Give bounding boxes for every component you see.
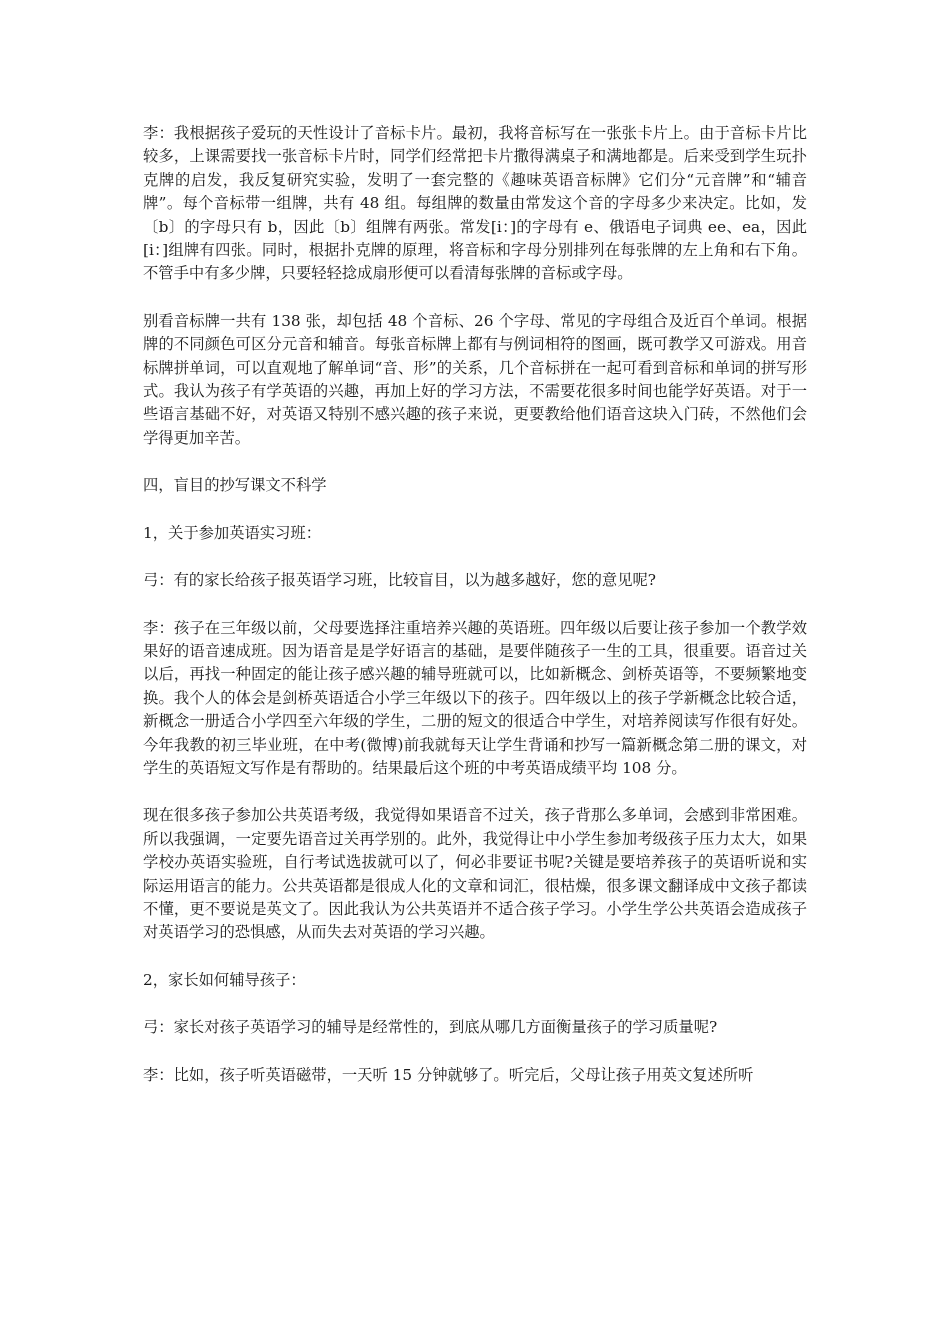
subheading-english-class: 1，关于参加英语实习班： [143,523,321,542]
paragraph-question-tutoring: 弓：家长对孩子英语学习的辅导是经常性的，到底从哪几方面衡量孩子的学习质量呢? [143,1018,718,1037]
paragraph-answer-class: 李：孩子在三年级以前，父母要选择注重培养兴趣的英语班。四年级以后要让孩子参加一个教学效果好的语音速成班。因为语音是是学好语言的基础，是要伴随孩子一生的工具，很重要。语音过关以后，再找一种固定的能让孩子感兴趣的辅导班就可以，比如新概念、剑桥英语等，不要频繁地变换。我个人的体会是剑桥英语适合小学三年级以下的孩子。四年级以上的孩子学新概念比较合适，新概念一册适合小学四至六年级的学生，二册的短文的很适合中学生，对培养阅读写作很有好处。今年我教的初三毕业班，在中考(微博)前我就每天让学生背诵和抄写一篇新概念第二册的课文，对学生的英语短文写作是有帮助的。结果最后这个班的中考英语成绩平均 108 分。 [143,618,807,777]
paragraph-phonetic-cards: 李：我根据孩子爱玩的天性设计了音标卡片。最初，我将音标写在一张张卡片上。由于音标卡片比较多，上课需要找一张音标卡片时，同学们经常把卡片撒得满桌子和满地都是。后来受到学生玩扑克牌的启发，我反复研究实验，发明了一套完整的《趣味英语音标牌》它们分“元音牌”和“辅音牌”。每个音标带一组牌，共有 48 组。每组牌的数量由常发这个音的字母多少来决定。比如，发〔b〕的字母只有 b，因此〔b〕组牌有两张。常发[i：]的字母有 e、俄语电子词典 ee、ea，因此[i：]组牌有四张。同时，根据扑克牌的原理，将音标和字母分别排列在每张牌的左上角和右下角。不管手中有多少牌，只要轻轻捻成扇形便可以看清每张牌的音标或字母。 [143,124,807,283]
paragraph-question-class: 弓：有的家长给孩子报英语学习班，比较盲目，以为越多越好，您的意见呢? [143,571,657,590]
subheading-parent-tutoring: 2，家长如何辅导孩子： [143,970,306,989]
section-heading-four: 四，盲目的抄写课文不科学 [143,476,327,495]
paragraph-card-count: 别看音标牌一共有 138 张，却包括 48 个音标、26 个字母、常见的字母组合及近百个单词。根据牌的不同颜色可区分元音和辅音。每张音标牌上都有与例词相符的图画，既可教学又可游戏。用音标牌拼单词，可以直观地了解单词“音、形”的关系，几个音标拼在一起可看到音标和单词的拼写形式。我认为孩子有学英语的兴趣，再加上好的学习方法，不需要花很多时间也能学好英语。对于一些语言基础不好，对英语又特别不感兴趣的孩子来说，更要教给他们语音这块入门砖，不然他们会学得更加辛苦。 [143,311,807,447]
document-body [143,122,807,1111]
paragraph-answer-tutoring: 李：比如，孩子听英语磁带，一天听 15 分钟就够了。听完后，父母让孩子用英文复述所听 [143,1065,754,1084]
paragraph-public-english: 现在很多孩子参加公共英语考级，我觉得如果语音不过关，孩子背那么多单词，会感到非常困难。所以我强调，一定要先语音过关再学别的。此外，我觉得让中小学生参加考级孩子压力太大，如果学校办英语实验班，自行考试选拔就可以了，何必非要证书呢?关键是要培养孩子的英语听说和实际运用语言的能力。公共英语都是很成人化的文章和词汇，很枯燥，很多课文翻译成中文孩子都读不懂，更不要说是英文了。因此我认为公共英语并不适合孩子学习。小学生学公共英语会造成孩子对英语学习的恐惧感，从而失去对英语的学习兴趣。 [143,806,807,942]
